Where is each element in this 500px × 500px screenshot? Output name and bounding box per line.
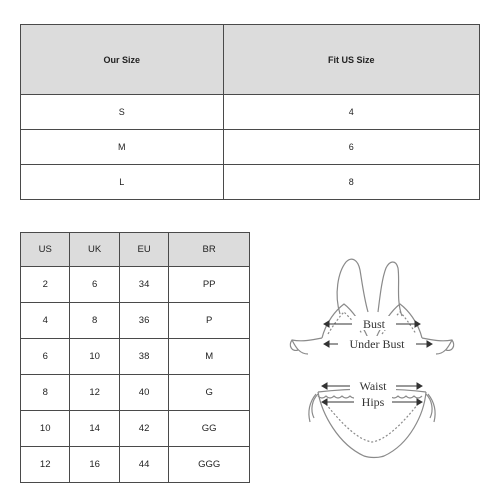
our-size-cell: L — [21, 165, 224, 200]
br-cell: P — [169, 303, 250, 339]
eu-cell: 34 — [119, 267, 168, 303]
uk-cell: 12 — [70, 375, 119, 411]
table-row — [21, 375, 250, 411]
header-fit-us-size: Fit US Size — [223, 25, 480, 95]
intl-header-row — [21, 233, 250, 267]
table-row — [21, 95, 480, 130]
uk-cell: 16 — [70, 447, 119, 483]
waist-label: Waist — [359, 379, 387, 393]
us-size-cell: 6 — [223, 130, 480, 165]
table-row — [21, 411, 250, 447]
our-size-cell: S — [21, 95, 224, 130]
table-row — [21, 303, 250, 339]
header-our-size: Our Size — [21, 25, 224, 95]
header-us: US — [21, 233, 70, 267]
under-bust-label: Under Bust — [349, 337, 405, 351]
eu-cell: 40 — [119, 375, 168, 411]
uk-cell: 10 — [70, 339, 119, 375]
header-eu: EU — [119, 233, 168, 267]
size-fit-table — [20, 24, 480, 200]
table-row — [21, 165, 480, 200]
us-cell: 12 — [21, 447, 70, 483]
uk-cell: 8 — [70, 303, 119, 339]
us-cell: 10 — [21, 411, 70, 447]
under-bust-measure — [324, 336, 432, 351]
us-cell: 8 — [21, 375, 70, 411]
our-size-cell: M — [21, 130, 224, 165]
eu-cell: 44 — [119, 447, 168, 483]
uk-cell: 14 — [70, 411, 119, 447]
br-cell: GG — [169, 411, 250, 447]
table-row — [21, 267, 250, 303]
br-cell: GGG — [169, 447, 250, 483]
size-fit-header-row — [21, 25, 480, 95]
us-size-cell: 8 — [223, 165, 480, 200]
hips-label: Hips — [361, 395, 385, 409]
br-cell: M — [169, 339, 250, 375]
us-size-cell: 4 — [223, 95, 480, 130]
bikini-measurement-diagram — [282, 254, 464, 464]
br-cell: G — [169, 375, 250, 411]
table-row — [21, 130, 480, 165]
international-size-table — [20, 232, 250, 483]
us-cell: 2 — [21, 267, 70, 303]
table-row — [21, 339, 250, 375]
eu-cell: 38 — [119, 339, 168, 375]
header-br: BR — [169, 233, 250, 267]
header-uk: UK — [70, 233, 119, 267]
table-row — [21, 447, 250, 483]
eu-cell: 36 — [119, 303, 168, 339]
eu-cell: 42 — [119, 411, 168, 447]
us-cell: 6 — [21, 339, 70, 375]
bust-label: Bust — [362, 317, 386, 331]
uk-cell: 6 — [70, 267, 119, 303]
br-cell: PP — [169, 267, 250, 303]
us-cell: 4 — [21, 303, 70, 339]
